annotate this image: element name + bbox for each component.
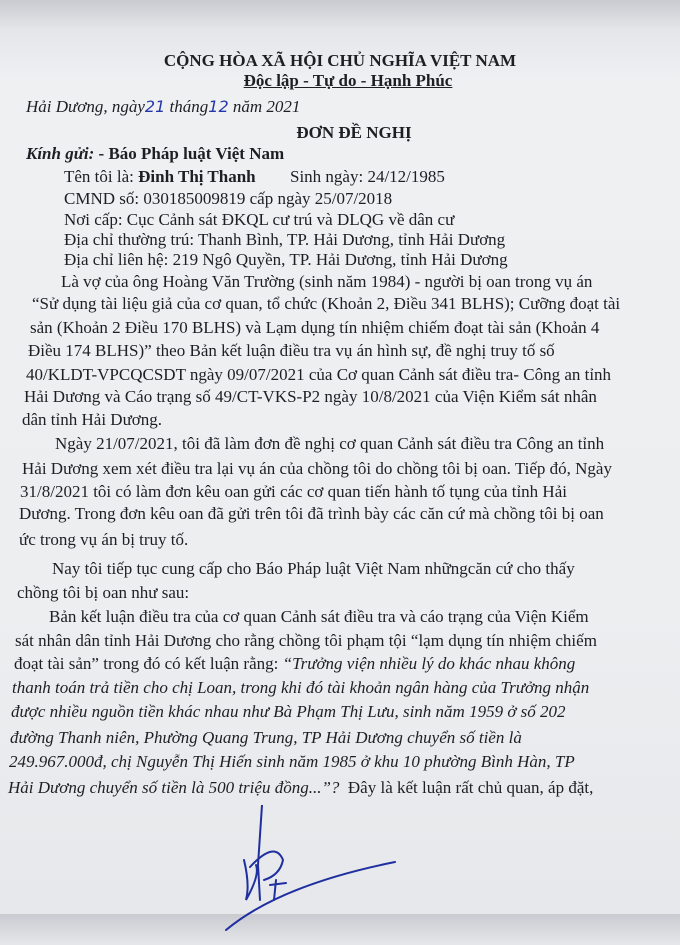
body-line: 31/8/2021 tôi có làm đơn kêu oan gửi các cơ quan tiến hành tố tụng của tỉnh Hải	[20, 482, 567, 501]
recipient-line	[26, 143, 284, 164]
recipient-label: Kính gửi:	[26, 144, 95, 163]
handwritten-day: 21	[144, 97, 166, 116]
document-title: ĐƠN ĐỀ NGHỊ	[296, 123, 412, 142]
body-line: Nay tôi tiếp tục cung cấp cho Báo Pháp luật Việt Nam nhữngcăn cứ cho thấy	[52, 559, 575, 578]
quote-line: 249.967.000đ, chị Nguyễn Thị Hiến sinh năm 1985 ở khu 10 phường Bình Hàn, TP	[9, 752, 575, 771]
date-year: năm 2021	[232, 97, 301, 116]
contact-address: Địa chỉ liên hệ: 219 Ngô Quyền, TP. Hải Dương, tỉnh Hải Dương	[64, 250, 508, 269]
body-line: chồng tôi bị oan như sau:	[17, 583, 190, 602]
body-line: ức trong vụ án bị truy tố.	[19, 530, 189, 549]
body-line: Bản kết luận điều tra của cơ quan Cảnh sát điều tra và cáo trạng của Viện Kiểm	[49, 607, 589, 626]
quote-italic: “Trưởng viện nhiều lý do khác nhau không	[282, 654, 576, 673]
body-line	[14, 653, 575, 674]
body-line: Hải Dương và Cáo trạng số 49/CT-VKS-P2 ngày 10/8/2021 của Viện Kiểm sát nhân	[24, 387, 597, 406]
dob: Sinh ngày: 24/12/1985	[290, 167, 445, 186]
issued-by: Nơi cấp: Cục Cảnh sát ĐKQL cư trú và DLQG về dân cư	[64, 210, 455, 229]
handwritten-month: 12	[208, 97, 229, 116]
body-line: sản (Khoản 2 Điều 170 BLHS) và Lạm dụng tín nhiệm chiếm đoạt tài sản (Khoản 4	[30, 318, 600, 337]
motto-heading	[8, 70, 680, 91]
date-prefix: Hải Dương, ngày	[26, 97, 145, 116]
body-line: “Sử dụng tài liệu giả của cơ quan, tổ chức (Khoản 2, Điều 341 BLHS); Cưỡng đoạt tài	[32, 294, 621, 313]
signature	[220, 805, 420, 945]
body-line: Dương. Trong đơn kêu oan đã gửi trên tôi đã trình bày các căn cứ mà chồng tôi bị oan	[19, 504, 604, 523]
body-line: Là vợ của ông Hoàng Văn Trường (sinh năm 1984) - người bị oan trong vụ án	[61, 272, 593, 291]
name-line	[64, 166, 256, 187]
body-line: dân tỉnh Hải Dương.	[22, 410, 163, 429]
motto-text: Độc lập - Tự do - Hạnh Phúc	[243, 71, 453, 90]
body-line: 40/KLDT-VPCQCSDT ngày 09/07/2021 của Cơ quan Cảnh sát điều tra- Công an tỉnh	[26, 365, 612, 384]
name-label: Tên tôi là:	[64, 167, 134, 186]
recipient-value: - Báo Pháp luật Việt Nam	[98, 144, 285, 163]
month-label: tháng	[169, 97, 209, 116]
applicant-name: Đinh Thị Thanh	[138, 167, 256, 186]
body-line: sát nhân dân tỉnh Hải Dương cho rằng chồng tôi phạm tội “lạm dụng tín nhiệm chiếm	[15, 631, 597, 650]
nation-heading: CỘNG HÒA XÃ HỘI CHỦ NGHĨA VIỆT NAM	[163, 51, 517, 70]
quote-line: đường Thanh niên, Phường Quang Trung, TP Hải Dương chuyển số tiền là	[10, 728, 522, 747]
permanent-address: Địa chỉ thường trú: Thanh Bình, TP. Hải Dương, tỉnh Hải Dương	[64, 230, 506, 249]
body-line: Hải Dương xem xét điều tra lại vụ án của chồng tôi do chồng tôi bị oan. Tiếp đó, Ngày	[22, 459, 612, 478]
quote-line: được nhiều nguồn tiền khác nhau như Bà Phạm Thị Lưu, sinh năm 1959 ở số 202	[11, 702, 566, 721]
date-line	[26, 96, 300, 117]
body-line	[8, 777, 593, 798]
text-normal: Đây là kết luận rất chủ quan, áp đặt,	[347, 778, 594, 797]
quote-line: thanh toán trả tiền cho chị Loan, trong khi đó tài khoản ngân hàng của Trưởng nhận	[12, 678, 590, 697]
body-line: Ngày 21/07/2021, tôi đã làm đơn đề nghị cơ quan Cảnh sát điều tra Công an tỉnh	[55, 434, 605, 453]
text-normal: đoạt tài sản” trong đó có kết luận rằng:	[14, 654, 279, 673]
id-number: CMND số: 030185009819 cấp ngày 25/07/2018	[64, 189, 393, 208]
body-line: Điều 174 BLHS)” theo Bản kết luận điều tra vụ án hình sự, đề nghị truy tố số	[28, 341, 555, 360]
quote-end: Hải Dương chuyển số tiền là 500 triệu đồng...”?	[8, 778, 340, 797]
